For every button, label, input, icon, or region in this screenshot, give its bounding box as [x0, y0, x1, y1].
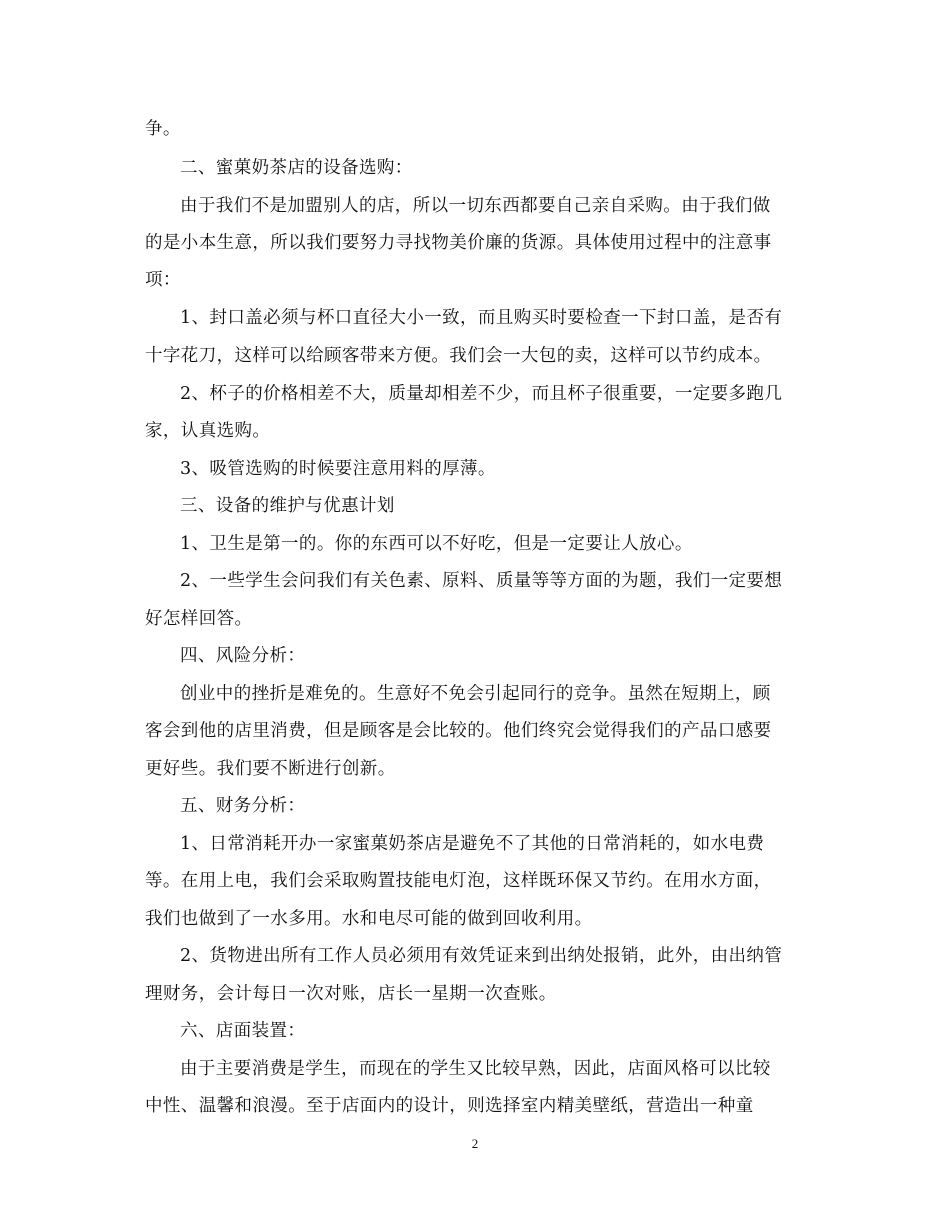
text-line: 争。 [145, 119, 181, 139]
text-line: 1、封口盖必须与杯口直径大小一致，而且购买时要检查一下封口盖，是否有 [180, 308, 783, 328]
text-line: 项： [145, 270, 181, 290]
text-line: 2、货物进出所有工作人员必须用有效凭证来到出纳处报销，此外，由出纳管 [180, 946, 783, 966]
text-line: 理财务，会计每日一次对账，店长一星期一次查账。 [145, 984, 557, 1004]
section-heading-equipment: 二、蜜菓奶茶店的设备选购： [180, 158, 413, 178]
text-line: 中性、温馨和浪漫。至于店面内的设计，则选择室内精美壁纸，营造出一种童 [145, 1096, 754, 1116]
section-heading-risk: 四、风险分析： [180, 646, 306, 666]
text-line: 1、日常消耗开办一家蜜菓奶茶店是避免不了其他的日常消耗的，如水电费 [180, 834, 765, 854]
text-line: 我们也做到了一水多用。水和电尽可能的做到回收利用。 [145, 909, 593, 929]
text-line: 3、吸管选购的时候要注意用料的厚薄。 [180, 459, 496, 479]
text-line: 更好些。我们要不断进行创新。 [145, 759, 396, 779]
text-line: 好怎样回答。 [145, 609, 253, 629]
section-heading-finance: 五、财务分析： [180, 796, 306, 816]
text-line: 2、一些学生会问我们有关色素、原料、质量等等方面的为题，我们一定要想 [180, 571, 783, 591]
text-line: 家，认真选购。 [145, 421, 271, 441]
text-line: 客会到他的店里消费，但是顾客是会比较的。他们终究会觉得我们的产品口感要 [145, 721, 772, 741]
text-line: 十字花刀，这样可以给顾客带来方便。我们会一大包的卖，这样可以节约成本。 [145, 346, 772, 366]
section-heading-storefront: 六、店面装置： [180, 1021, 306, 1041]
page-number: 2 [471, 1136, 479, 1151]
section-heading-maintenance: 三、设备的维护与优惠计划 [180, 496, 395, 516]
text-line: 等。在用上电，我们会采取购置技能电灯泡，这样既环保又节约。在用水方面， [145, 871, 772, 891]
text-line: 由于主要消费是学生，而现在的学生又比较早熟，因此，店面风格可以比较 [180, 1059, 771, 1079]
text-line: 的是小本生意，所以我们要努力寻找物美价廉的货源。具体使用过程中的注意事 [145, 233, 772, 253]
text-line: 创业中的挫折是难免的。生意好不免会引起同行的竞争。虽然在短期上，顾 [180, 684, 771, 704]
text-line: 1、卫生是第一的。你的东西可以不好吃，但是一定要让人放心。 [180, 534, 693, 554]
text-line: 2、杯子的价格相差不大，质量却相差不少，而且杯子很重要，一定要多跑几 [180, 384, 783, 404]
text-line: 由于我们不是加盟别人的店，所以一切东西都要自己亲自采购。由于我们做 [180, 196, 771, 216]
